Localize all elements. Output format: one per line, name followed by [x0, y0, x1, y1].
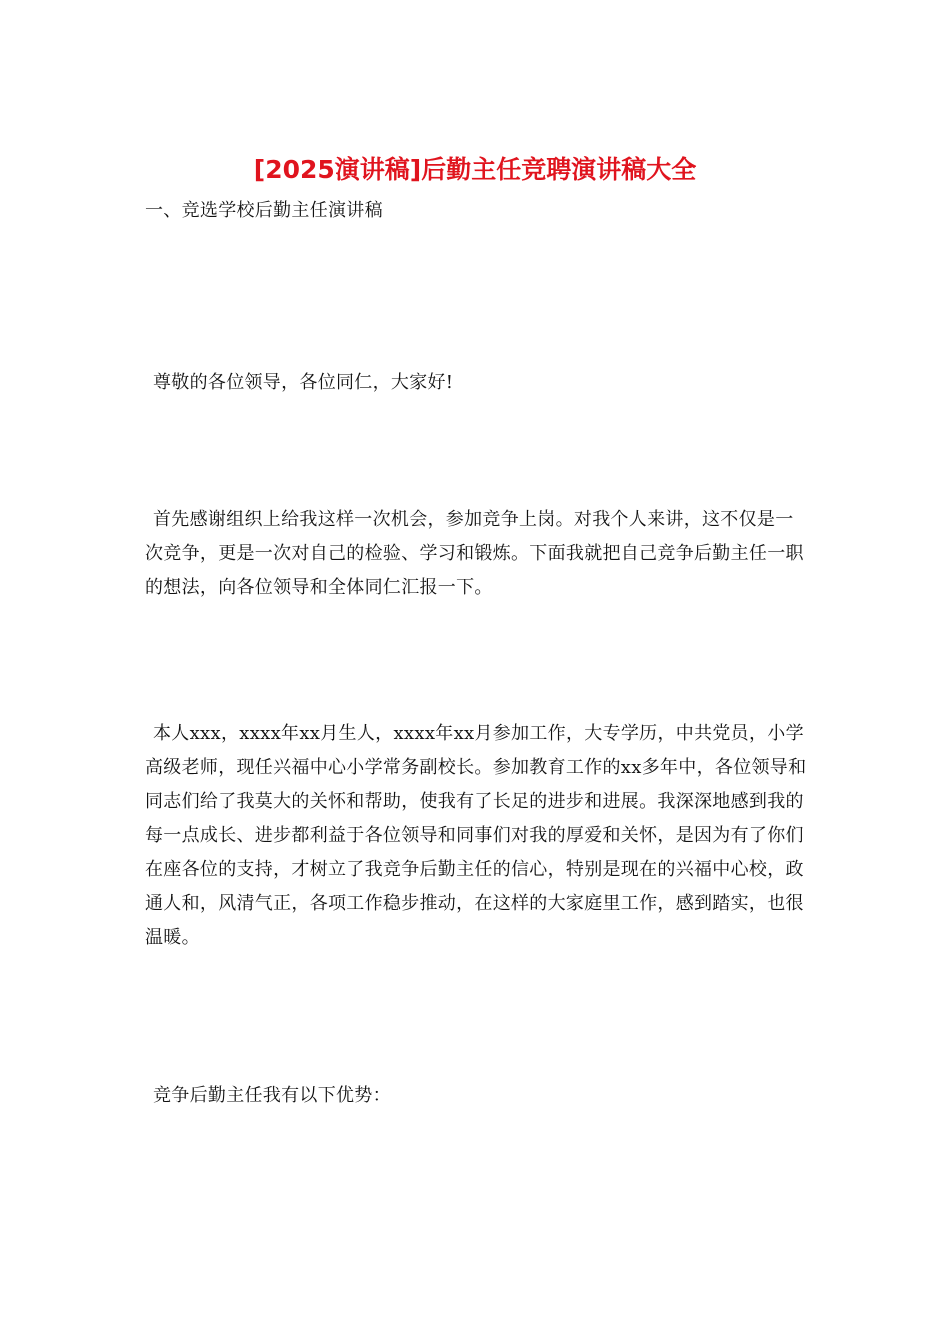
- section-heading: 一、竞选学校后勤主任演讲稿: [145, 200, 383, 221]
- paragraph-greeting: 尊敬的各位领导，各位同仁，大家好!: [153, 372, 454, 393]
- paragraph-self-introduction: 本人xxx，xxxx年xx月生人，xxxx年xx月参加工作，大专学历，中共党员，小学高级老师，现任兴福中心小学常务副校长。参加教育工作的xx多年中，各位领导和同志们给了我莫大的关怀和帮助，使我有了长足的进步和进展。我深深地感到我的每一点成长、进步都利益于各位领导和同事们对我的厚爱和关怀，是因为有了你们 在座各位的支持，才树立了我竞争后勤主任的信心，特别是现在的兴福中心校，政通人和，风清气正，各项工作稳步推动，在这样的大家庭里工作，感到踏实，也很温暖。: [145, 723, 807, 948]
- document-title: [2025演讲稿]后勤主任竞聘演讲稿大全: [253, 155, 697, 184]
- paragraph-advantages-heading: 竞争后勤主任我有以下优势：: [153, 1085, 391, 1106]
- paragraph-intro: 首先感谢组织上给我这样一次机会，参加竞争上岗。对我个人来讲，这不仅是一次竞争，更是一次对自己的检验、学习和锻炼。下面我就把自己竞争后勤主任一职的想法，向各位领导和全体同仁汇报一下。: [145, 509, 804, 598]
